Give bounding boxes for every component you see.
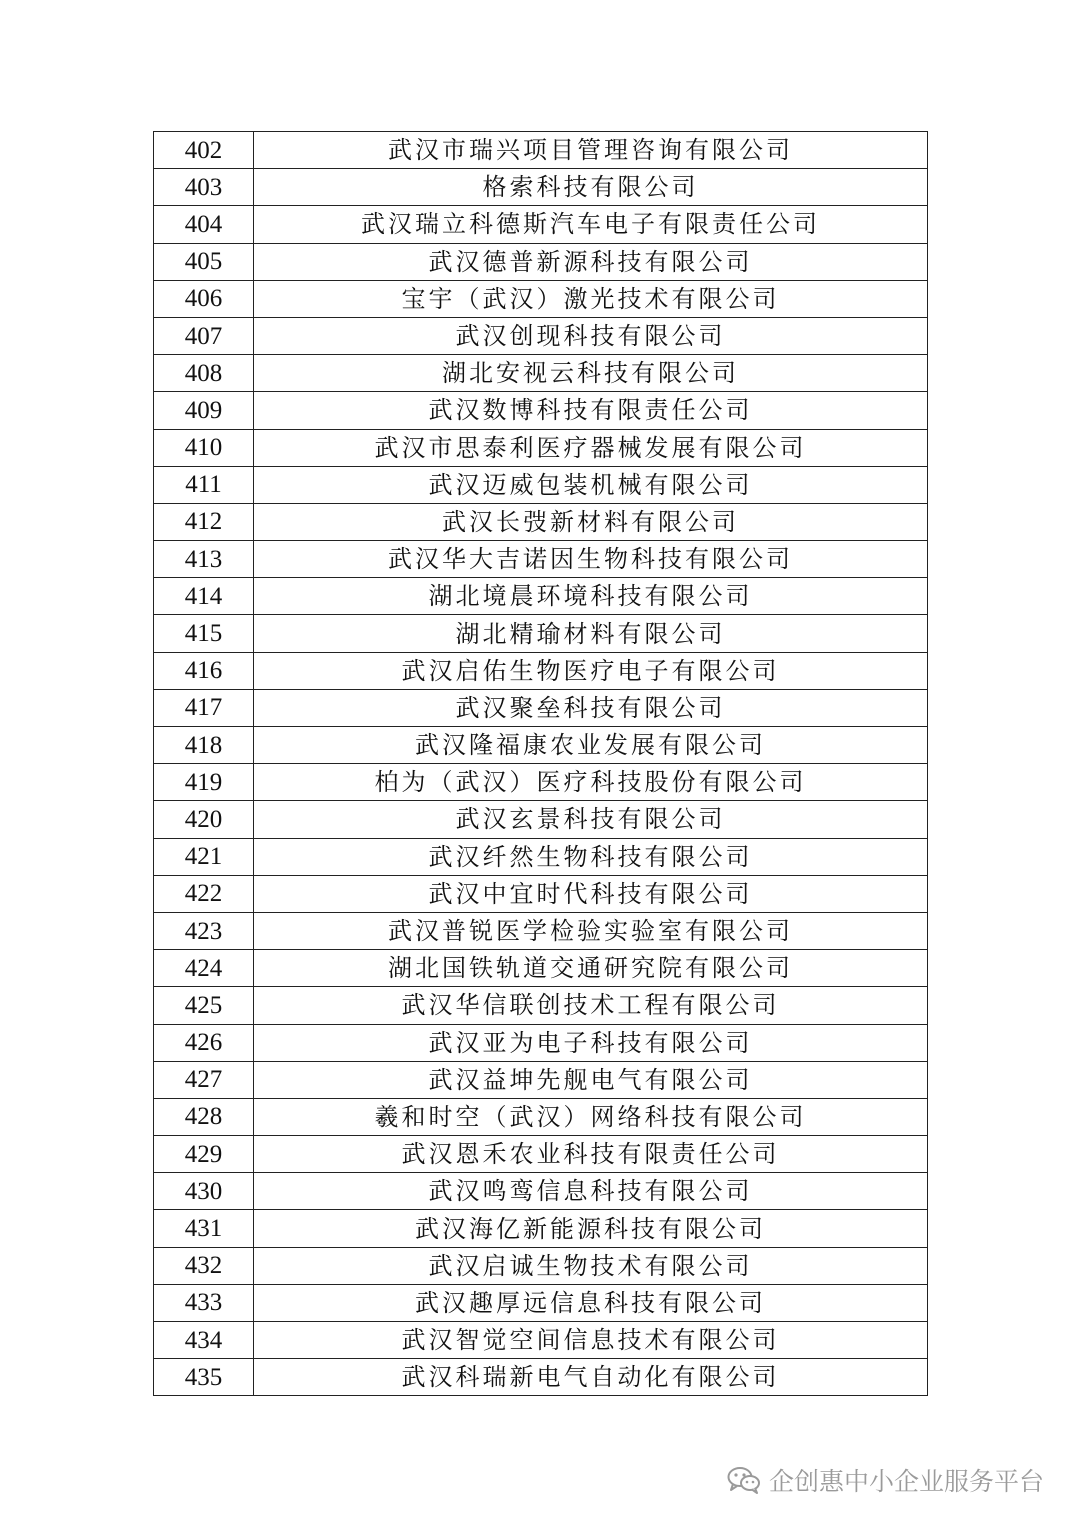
row-number: 424 <box>154 950 254 987</box>
company-name: 武汉中宜时代科技有限公司 <box>254 875 928 912</box>
company-name: 武汉趣厚远信息科技有限公司 <box>254 1284 928 1321</box>
row-number: 431 <box>154 1210 254 1247</box>
row-number: 428 <box>154 1098 254 1135</box>
row-number: 411 <box>154 466 254 503</box>
company-name: 武汉数博科技有限责任公司 <box>254 392 928 429</box>
row-number: 425 <box>154 987 254 1024</box>
table-row <box>154 578 928 615</box>
table-row <box>154 1061 928 1098</box>
table-row <box>154 169 928 206</box>
table-row <box>154 1284 928 1321</box>
row-number: 433 <box>154 1284 254 1321</box>
table-row <box>154 1359 928 1396</box>
table-row <box>154 466 928 503</box>
company-name: 武汉玄景科技有限公司 <box>254 801 928 838</box>
table-row <box>154 280 928 317</box>
company-name: 武汉华大吉诺因生物科技有限公司 <box>254 541 928 578</box>
company-name: 武汉纤然生物科技有限公司 <box>254 838 928 875</box>
company-name: 武汉市思泰利医疗器械发展有限公司 <box>254 429 928 466</box>
company-name: 湖北国铁轨道交通研究院有限公司 <box>254 950 928 987</box>
row-number: 403 <box>154 169 254 206</box>
company-name: 武汉益坤先舰电气有限公司 <box>254 1061 928 1098</box>
company-name: 宝宇（武汉）激光技术有限公司 <box>254 280 928 317</box>
company-name: 武汉鸣鸾信息科技有限公司 <box>254 1173 928 1210</box>
table-row <box>154 1024 928 1061</box>
company-name: 武汉市瑞兴项目管理咨询有限公司 <box>254 132 928 169</box>
company-name: 武汉长弢新材料有限公司 <box>254 503 928 540</box>
company-name: 武汉海亿新能源科技有限公司 <box>254 1210 928 1247</box>
table-row <box>154 652 928 689</box>
row-number: 420 <box>154 801 254 838</box>
company-list-table <box>153 131 928 1396</box>
company-name: 武汉德普新源科技有限公司 <box>254 243 928 280</box>
row-number: 429 <box>154 1136 254 1173</box>
row-number: 407 <box>154 317 254 354</box>
row-number: 414 <box>154 578 254 615</box>
table-row <box>154 1098 928 1135</box>
company-name: 武汉科瑞新电气自动化有限公司 <box>254 1359 928 1396</box>
table-row <box>154 243 928 280</box>
row-number: 423 <box>154 912 254 949</box>
table-row <box>154 132 928 169</box>
company-name: 武汉瑞立科德斯汽车电子有限责任公司 <box>254 206 928 243</box>
company-name: 武汉启诚生物技术有限公司 <box>254 1247 928 1284</box>
row-number: 409 <box>154 392 254 429</box>
table-row <box>154 727 928 764</box>
company-name: 武汉创现科技有限公司 <box>254 317 928 354</box>
company-name: 羲和时空（武汉）网络科技有限公司 <box>254 1098 928 1135</box>
table-row <box>154 950 928 987</box>
row-number: 435 <box>154 1359 254 1396</box>
row-number: 417 <box>154 689 254 726</box>
table-row <box>154 764 928 801</box>
row-number: 427 <box>154 1061 254 1098</box>
table-row <box>154 317 928 354</box>
company-list-body <box>154 132 928 1396</box>
table-row <box>154 392 928 429</box>
row-number: 421 <box>154 838 254 875</box>
table-row <box>154 801 928 838</box>
company-name: 武汉普锐医学检验实验室有限公司 <box>254 912 928 949</box>
row-number: 406 <box>154 280 254 317</box>
table-row <box>154 355 928 392</box>
table-row <box>154 875 928 912</box>
row-number: 419 <box>154 764 254 801</box>
table-row <box>154 987 928 1024</box>
row-number: 405 <box>154 243 254 280</box>
row-number: 415 <box>154 615 254 652</box>
wechat-icon <box>727 1466 761 1494</box>
row-number: 416 <box>154 652 254 689</box>
company-name: 武汉智觉空间信息技术有限公司 <box>254 1322 928 1359</box>
company-name: 武汉隆福康农业发展有限公司 <box>254 727 928 764</box>
row-number: 412 <box>154 503 254 540</box>
row-number: 410 <box>154 429 254 466</box>
table-row <box>154 912 928 949</box>
company-name: 武汉亚为电子科技有限公司 <box>254 1024 928 1061</box>
table-row <box>154 541 928 578</box>
table-row <box>154 615 928 652</box>
table-row <box>154 1247 928 1284</box>
company-name: 湖北境晨环境科技有限公司 <box>254 578 928 615</box>
company-name: 格索科技有限公司 <box>254 169 928 206</box>
company-name: 武汉华信联创技术工程有限公司 <box>254 987 928 1024</box>
company-name: 湖北精瑜材料有限公司 <box>254 615 928 652</box>
row-number: 432 <box>154 1247 254 1284</box>
row-number: 408 <box>154 355 254 392</box>
row-number: 426 <box>154 1024 254 1061</box>
table-row <box>154 206 928 243</box>
company-name: 武汉迈威包装机械有限公司 <box>254 466 928 503</box>
table-row <box>154 689 928 726</box>
company-name: 武汉聚垒科技有限公司 <box>254 689 928 726</box>
table-row <box>154 1173 928 1210</box>
table-row <box>154 838 928 875</box>
watermark-text: 企创惠中小企业服务平台 <box>768 1467 1044 1496</box>
company-name: 柏为（武汉）医疗科技股份有限公司 <box>254 764 928 801</box>
row-number: 402 <box>154 132 254 169</box>
table-row <box>154 503 928 540</box>
row-number: 404 <box>154 206 254 243</box>
row-number: 418 <box>154 727 254 764</box>
table-row <box>154 429 928 466</box>
table-row <box>154 1210 928 1247</box>
row-number: 434 <box>154 1322 254 1359</box>
company-name: 武汉恩禾农业科技有限责任公司 <box>254 1136 928 1173</box>
row-number: 422 <box>154 875 254 912</box>
table-row <box>154 1136 928 1173</box>
table-row <box>154 1322 928 1359</box>
source-watermark <box>727 1462 1044 1498</box>
company-name: 湖北安视云科技有限公司 <box>254 355 928 392</box>
row-number: 413 <box>154 541 254 578</box>
row-number: 430 <box>154 1173 254 1210</box>
company-name: 武汉启佑生物医疗电子有限公司 <box>254 652 928 689</box>
